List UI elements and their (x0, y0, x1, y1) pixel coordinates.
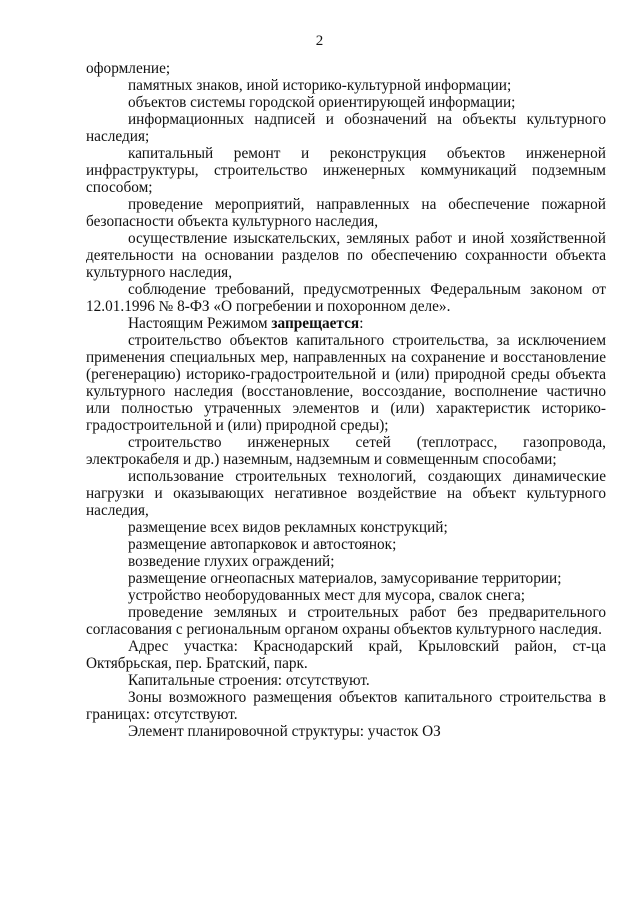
prohibited-item: использование строительных технологий, создающих динамические нагрузки и оказывающих негативное воздействие на объект культурного наследия, (86, 468, 606, 519)
paragraph: информационных надписей и обозначений на объекты культурного наследия; (86, 111, 606, 145)
address: Адрес участка: Краснодарский край, Крыловский район, ст-ца Октябрьская, пер. Братский, парк. (86, 638, 606, 672)
prohibited-item: размещение автопарковок и автостоянок; (128, 536, 397, 553)
paragraph: проведение мероприятий, направленных на обеспечение пожарной безопасности объекта культурного наследия, (86, 196, 606, 230)
prohibited-intro: Настоящим Режимом (128, 315, 272, 332)
prohibited-colon: : (359, 315, 364, 332)
prohibited-heading (86, 315, 606, 332)
page-number: 2 (315, 33, 324, 49)
prohibited-item: строительство объектов капитального строительства, за исключением применения специальных мер, направленных на сохранение и восстановление (регенерацию) историко-градостроительной и (или) природной среды объекта культурного наследия (восстановление, воссоздание, восполнение частично или полностью утраченных элементов и (или) характеристик историко-градостроительной и (или) природной среды); (86, 332, 606, 434)
capital-structures: Капитальные строения: отсутствуют. (128, 672, 370, 689)
placement-zones: Зоны возможного размещения объектов капитального строительства в границах: отсутствуют. (86, 689, 606, 723)
paragraph: осуществление изыскательских, земляных работ и иной хозяйственной деятельности на основании разделов по обеспечению сохранности объекта культурного наследия, (86, 230, 606, 281)
planning-element: Элемент планировочной структуры: участок ОЗ (128, 723, 441, 740)
prohibited-item: размещение огнеопасных материалов, замусоривание территории; (128, 570, 562, 587)
paragraph: соблюдение требований, предусмотренных Федеральным законом от 12.01.1996 № 8-ФЗ «О погребении и похоронном деле». (86, 281, 606, 315)
prohibited-item: возведение глухих ограждений; (128, 553, 335, 570)
prohibited-item: строительство инженерных сетей (теплотрасс, газопровода, электрокабеля и др.) наземным, надземным и совмещенным способами; (86, 434, 606, 468)
prohibited-item: устройство необорудованных мест для мусора, свалок снега; (128, 587, 526, 604)
prohibited-word: запрещается (271, 315, 360, 332)
paragraph: капитальный ремонт и реконструкция объектов инженерной инфраструктуры, строительство инженерных коммуникаций подземным способом; (86, 145, 606, 196)
prohibited-item: проведение земляных и строительных работ без предварительного согласования с региональным органом охраны объектов культурного наследия. (86, 604, 606, 638)
prohibited-item: размещение всех видов рекламных конструкций; (128, 519, 448, 536)
paragraph: объектов системы городской ориентирующей информации; (128, 94, 516, 111)
paragraph: памятных знаков, иной историко-культурной информации; (128, 77, 512, 94)
document-body (86, 60, 606, 740)
paragraph: оформление; (86, 60, 171, 77)
